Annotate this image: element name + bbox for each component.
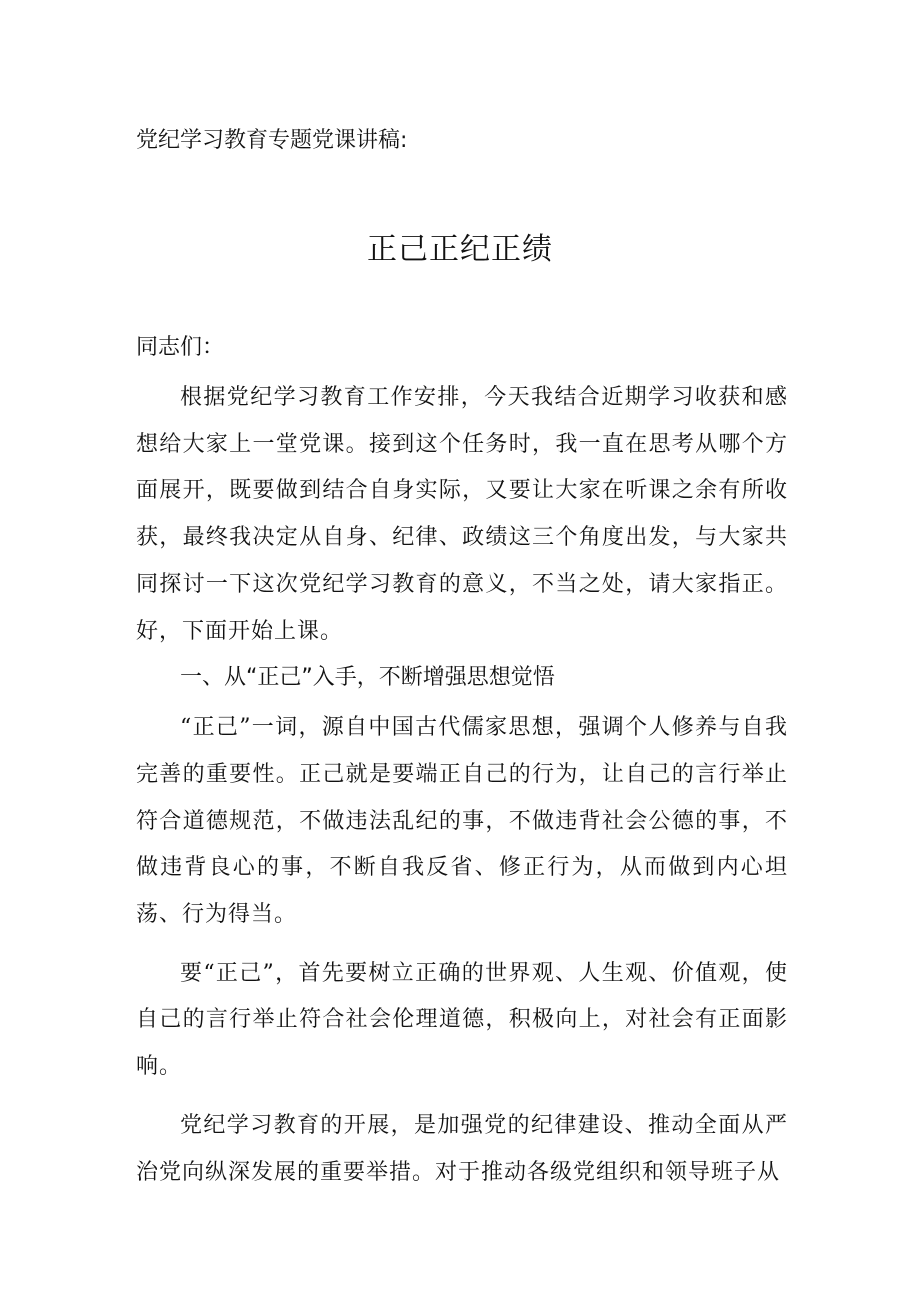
section-heading-1: 一、从“正己”入手，不断增强思想觉悟 [180,665,555,691]
paragraph-zhengji-definition: “正己”一词，源自中国古代儒家思想，强调个人修养与自我完善的重要性。正己就是要端正自己的行为，让自己的言行举止符合道德规范，不做违法乱纪的事，不做违背社会公德的事，不做违背良心的事，不断自我反省、修正行为，从而做到内心坦荡、行为得当。 [136,715,788,928]
paragraph-intro: 根据党纪学习教育工作安排，今天我结合近期学习收获和感想给大家上一堂党课。接到这个任务时，我一直在思考从哪个方面展开，既要做到结合自身实际，又要让大家在听课之余有所收获，最终我决定从自身、纪律、政绩这三个角度出发，与大家共同探讨一下这次党纪学习教育的意义，不当之处，请大家指正。好，下面开始上课。 [136,385,788,644]
document-body [136,325,788,1196]
salutation: 同志们： [136,335,225,360]
paragraph-zhengji-worldview: 要“正己”，首先要树立正确的世界观、人生观、价值观，使自己的言行举止符合社会伦理道德，积极向上，对社会有正面影响。 [136,960,788,1080]
paragraph-education-significance: 党纪学习教育的开展，是加强党的纪律建设、推动全面从严治党向纵深发展的重要举措。对于推动各级党组织和领导班子从 [136,1112,788,1185]
document-title: 正己正纪正绩 [367,232,553,267]
document-label: 党纪学习教育专题党课讲稿: [136,128,408,153]
